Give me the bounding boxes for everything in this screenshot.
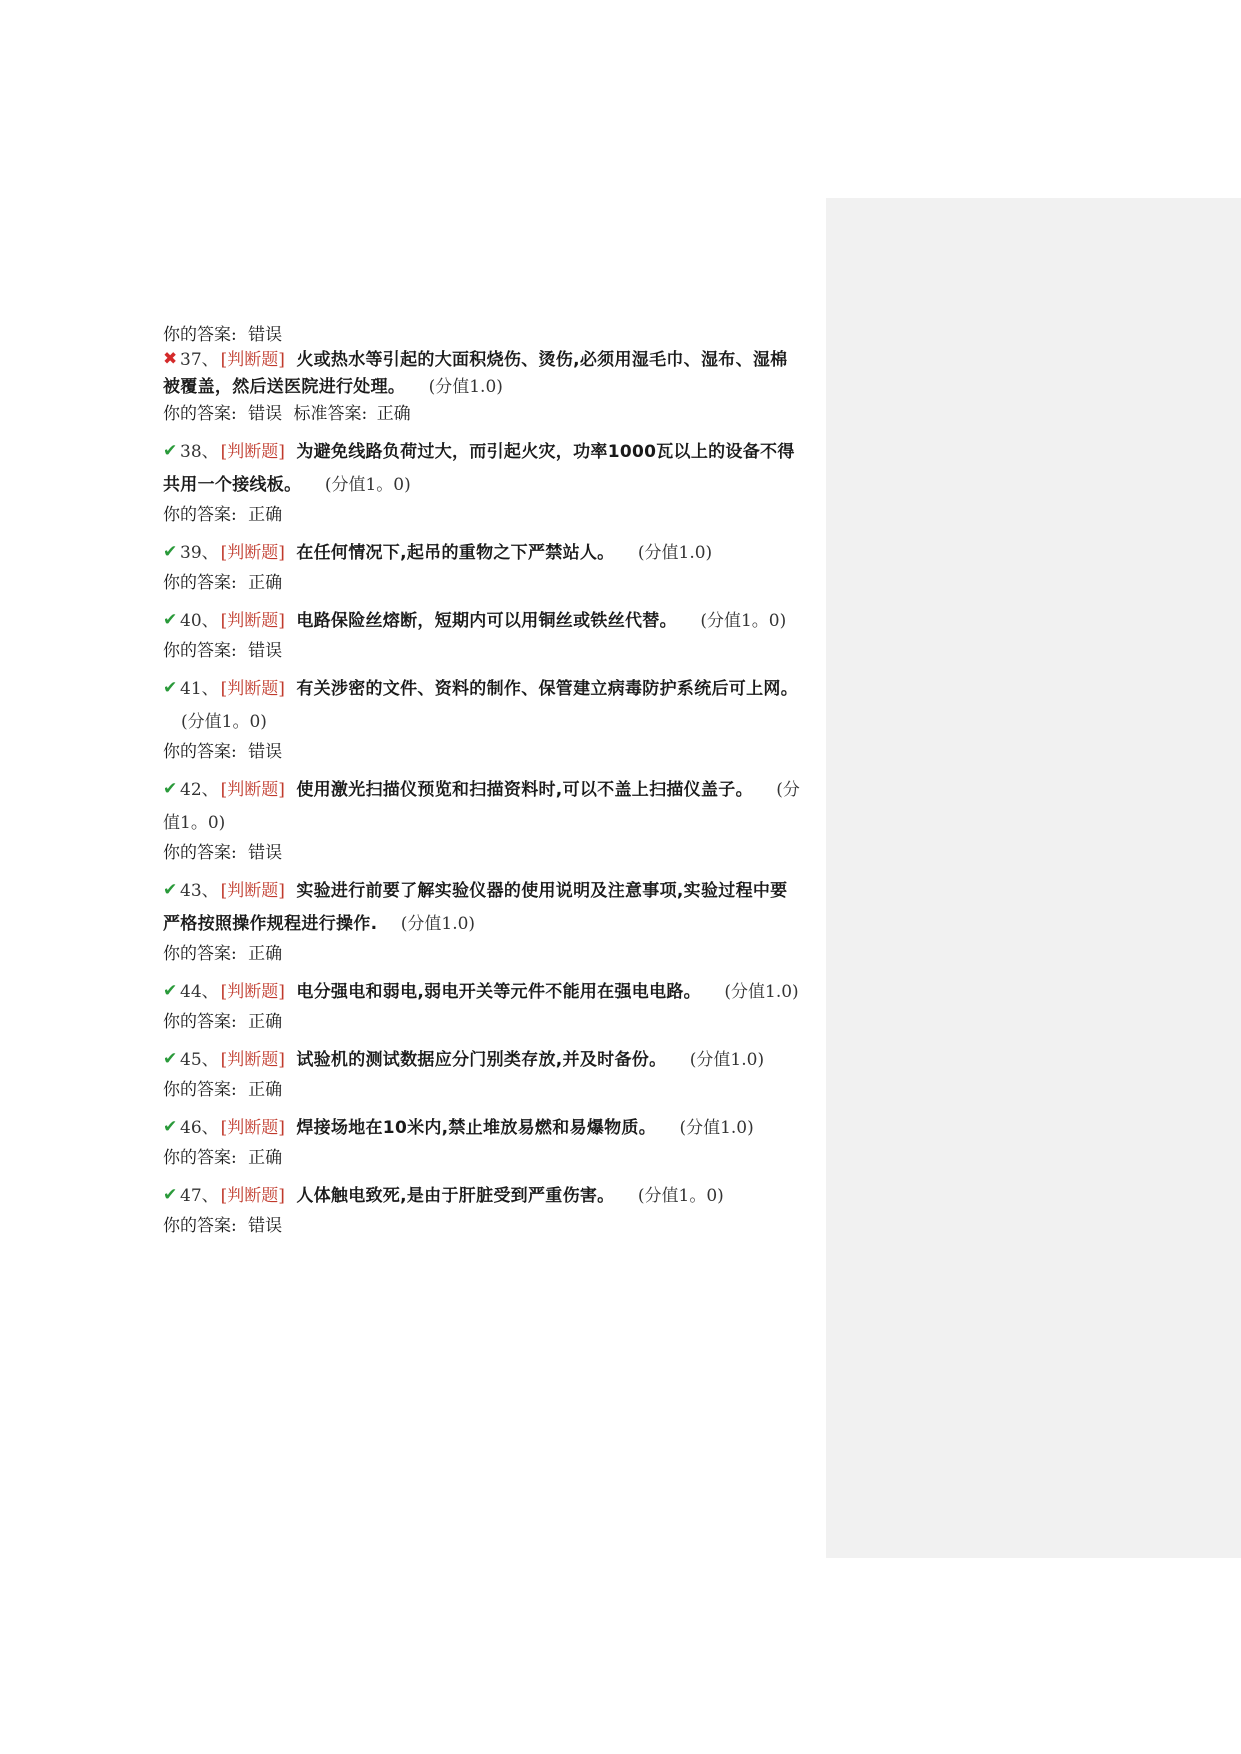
question-item (163, 672, 803, 765)
standard-answer-value: 正确 (376, 404, 411, 424)
cross-icon: ✖ (163, 349, 178, 369)
question-type-label: [判断题] (220, 611, 285, 631)
answer-label: 你的答案: (163, 1148, 237, 1168)
answer-value: 正确 (248, 1012, 283, 1032)
answer-value: 正确 (248, 1080, 283, 1100)
answer-label: 你的答案: (163, 325, 237, 345)
check-icon: ✔ (163, 981, 178, 1001)
question-type-label: [判断题] (220, 1050, 285, 1070)
answer-value: 错误 (248, 1216, 283, 1236)
answer-label: 你的答案: (163, 843, 237, 863)
answer-line (163, 570, 803, 596)
question-number: 44、 (180, 982, 219, 1002)
check-icon: ✔ (163, 1049, 178, 1069)
comment-pane (826, 198, 1241, 1558)
question-item (163, 435, 803, 528)
question-stem: 火或热水等引起的大面积烧伤、烫伤,必须用湿毛巾、湿布、湿棉被覆盖，然后送医院进行处理。 (163, 350, 788, 397)
question-stem: 人体触电致死,是由于肝脏受到严重伤害。 (296, 1186, 615, 1206)
question-stem: 使用激光扫描仪预览和扫描资料时,可以不盖上扫描仪盖子。 (296, 780, 753, 800)
question-stem-line (163, 346, 803, 401)
question-stem: 电分强电和弱电,弱电开关等元件不能用在强电电路。 (296, 982, 701, 1002)
question-stem-line (163, 1179, 803, 1213)
question-stem-line (163, 604, 803, 638)
standard-answer-label: 标准答案: (293, 404, 368, 424)
question-score: (分值1。0) (181, 712, 267, 732)
answer-label: 你的答案: (163, 944, 237, 964)
question-score: (分值1。0) (324, 475, 411, 495)
question-stem: 为避免线路负荷过大，而引起火灾，功率1000瓦以上的设备不得共用一个接线板。 (163, 442, 795, 495)
answer-value: 错误 (248, 404, 283, 424)
question-stem: 在任何情况下,起吊的重物之下严禁站人。 (296, 543, 615, 563)
check-icon: ✔ (163, 678, 178, 698)
question-number: 39、 (180, 543, 219, 563)
question-number: 43、 (180, 881, 219, 901)
question-item (163, 536, 803, 596)
question-score: (分值1.0) (428, 377, 503, 397)
question-stem: 有关涉密的文件、资料的制作、保管建立病毒防护系统后可上网。 (296, 679, 799, 699)
previous-answer-line (163, 324, 803, 346)
check-icon: ✔ (163, 610, 178, 630)
question-stem-line (163, 672, 803, 739)
question-type-label: [判断题] (220, 543, 285, 563)
answer-line (163, 638, 803, 664)
question-type-label: [判断题] (220, 1118, 285, 1138)
question-score: (分值1.0) (724, 982, 799, 1002)
question-type-label: [判断题] (220, 982, 285, 1002)
answer-line (163, 401, 803, 427)
question-number: 38、 (180, 442, 219, 462)
question-score: (分值1.0) (400, 914, 476, 934)
question-stem-line (163, 1043, 803, 1077)
answer-line (163, 941, 803, 967)
answer-line (163, 1009, 803, 1035)
check-icon: ✔ (163, 880, 178, 900)
question-number: 47、 (180, 1186, 219, 1206)
question-number: 40、 (180, 611, 219, 631)
answer-line (163, 739, 803, 765)
question-stem-line (163, 1111, 803, 1145)
check-icon: ✔ (163, 1185, 178, 1205)
question-type-label: [判断题] (220, 1186, 285, 1206)
answer-value: 正确 (248, 505, 283, 525)
answer-value: 正确 (248, 944, 283, 964)
question-stem-line (163, 435, 803, 502)
question-type-label: [判断题] (220, 780, 285, 800)
question-stem: 焊接场地在10米内,禁止堆放易燃和易爆物质。 (296, 1118, 657, 1138)
check-icon: ✔ (163, 779, 178, 799)
answer-label: 你的答案: (163, 1080, 237, 1100)
question-number: 46、 (180, 1118, 219, 1138)
question-score: (分值1.0) (679, 1118, 754, 1138)
answer-label: 你的答案: (163, 742, 237, 762)
question-number: 45、 (180, 1050, 219, 1070)
answer-label: 你的答案: (163, 641, 237, 661)
question-type-label: [判断题] (220, 679, 285, 699)
question-type-label: [判断题] (220, 350, 285, 370)
question-stem-line (163, 874, 803, 941)
answer-line (163, 502, 803, 528)
question-stem-line (163, 773, 803, 840)
answer-value: 错误 (248, 325, 283, 345)
answer-value: 错误 (248, 843, 283, 863)
answer-value: 错误 (248, 641, 283, 661)
check-icon: ✔ (163, 441, 178, 461)
answer-label: 你的答案: (163, 505, 237, 525)
question-score: (分值1.0) (689, 1050, 765, 1070)
answer-value: 错误 (248, 742, 283, 762)
question-type-label: [判断题] (220, 881, 285, 901)
question-item (163, 874, 803, 967)
answer-label: 你的答案: (163, 1012, 237, 1032)
answer-label: 你的答案: (163, 573, 237, 593)
question-number: 41、 (180, 679, 219, 699)
question-score: (分值1。0) (163, 780, 800, 833)
question-type-label: [判断题] (220, 442, 285, 462)
question-stem: 实验进行前要了解实验仪器的使用说明及注意事项,实验过程中要严格按照操作规程进行操作. (163, 881, 788, 934)
answer-line (163, 1145, 803, 1171)
question-stem: 试验机的测试数据应分门别类存放,并及时备份。 (296, 1050, 667, 1070)
question-item (163, 1043, 803, 1103)
quiz-content (163, 324, 803, 1239)
question-item (163, 975, 803, 1035)
question-stem-line (163, 536, 803, 570)
answer-value: 正确 (248, 573, 283, 593)
answer-line (163, 1213, 803, 1239)
question-item (163, 346, 803, 427)
question-number: 37、 (180, 350, 219, 370)
question-item (163, 773, 803, 866)
check-icon: ✔ (163, 1117, 178, 1137)
question-score: (分值1。0) (637, 1186, 724, 1206)
question-score: (分值1。0) (700, 611, 787, 631)
answer-label: 你的答案: (163, 404, 237, 424)
answer-value: 正确 (248, 1148, 283, 1168)
question-item (163, 1179, 803, 1239)
answer-line (163, 840, 803, 866)
question-item (163, 604, 803, 664)
check-icon: ✔ (163, 542, 178, 562)
answer-line (163, 1077, 803, 1103)
question-score: (分值1.0) (637, 543, 713, 563)
question-item (163, 1111, 803, 1171)
question-stem: 电路保险丝熔断，短期内可以用铜丝或铁丝代替。 (296, 611, 677, 631)
question-stem-line (163, 975, 803, 1009)
answer-label: 你的答案: (163, 1216, 237, 1236)
question-number: 42、 (180, 780, 219, 800)
